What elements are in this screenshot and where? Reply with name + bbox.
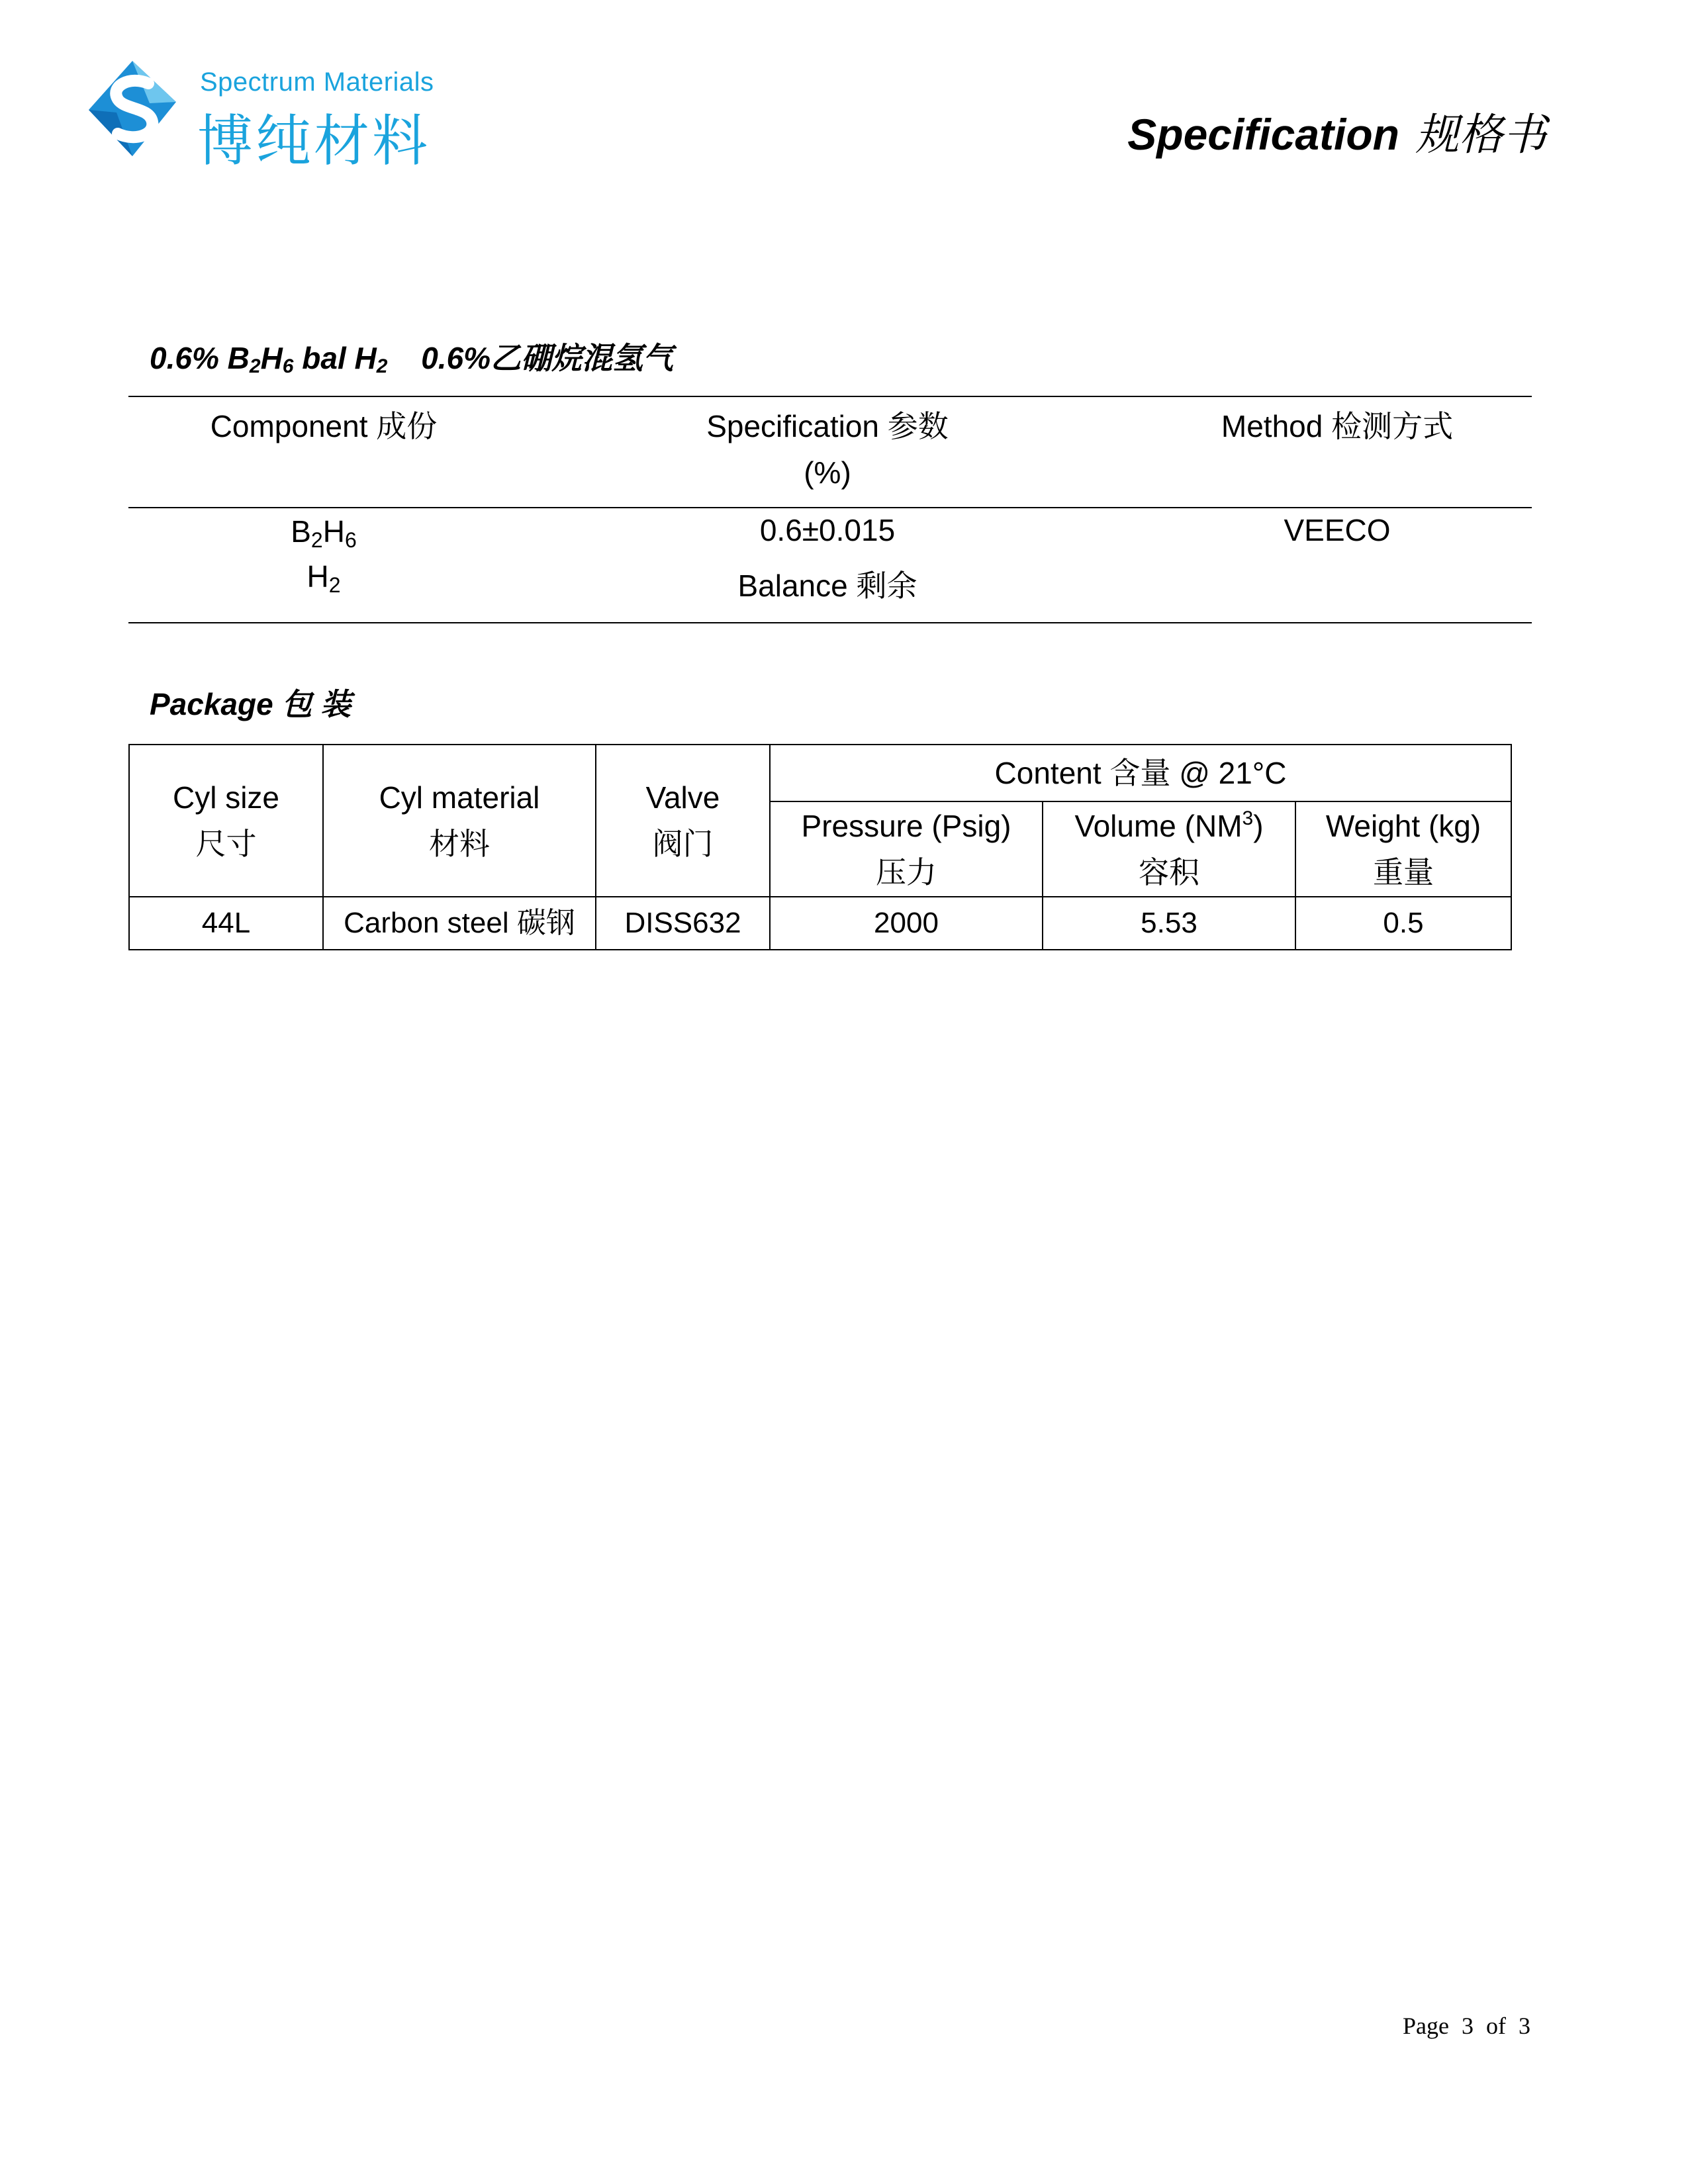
spec-value-b2h6: 0.6±0.015 [759,513,896,547]
logo-chinese-name: 博纯材料 [197,109,431,173]
header-cyl-material: Cyl material 材料 [323,745,596,897]
logo-english-name: Spectrum Materials [200,68,434,97]
document-title [1127,99,1546,162]
cell-weight: 0.5 [1295,897,1511,950]
table-row [129,897,1511,950]
header-pressure: Pressure (Psig) 压力 [770,801,1043,897]
product-title: 0.6% $B_2H_6$ bal $H_2$ 0.6%乙硼烷混氢气 [150,341,674,377]
header-cyl-size: Cyl size 尺寸 [129,745,323,897]
cell-cyl-size: 44L [129,897,323,950]
column-header-component: Component 成份 [210,409,438,443]
page-number: Page 3 of 3 [1403,2013,1530,2039]
component-h2: $H_2$ [306,559,341,597]
table-top-rule [128,396,1532,397]
header-content: Content 含量 @ 21°C [770,745,1511,801]
column-header-method: Method 检测方式 [1221,409,1454,443]
product-title-cn: 0.6%乙硼烷混氢气 [421,341,674,375]
component-b2h6: $B_2H_6$ [291,514,357,552]
logo-mark-icon [83,57,189,163]
table-bottom-rule [128,622,1532,623]
method-value: VEECO [1284,513,1391,547]
document-title-cn: 规格书 [1415,109,1546,160]
header-valve: Valve 阀门 [596,745,770,897]
header-volume: Volume $(NM^3)$ 容积 [1043,801,1295,897]
spec-value-h2: Balance 剩余 [737,569,917,603]
header-weight: Weight (kg) 重量 [1295,801,1511,897]
package-table [128,744,1512,950]
column-header-specification: Specification 参数 (%) [706,409,949,490]
document-title-en: Specification [1127,110,1399,159]
package-title: Package 包 装 [150,687,352,721]
cell-cyl-material: Carbon steel 碳钢 [323,897,596,950]
cell-valve: DISS632 [596,897,770,950]
company-logo [83,57,434,173]
cell-pressure: 2000 [770,897,1043,950]
cell-volume: 5.53 [1043,897,1295,950]
